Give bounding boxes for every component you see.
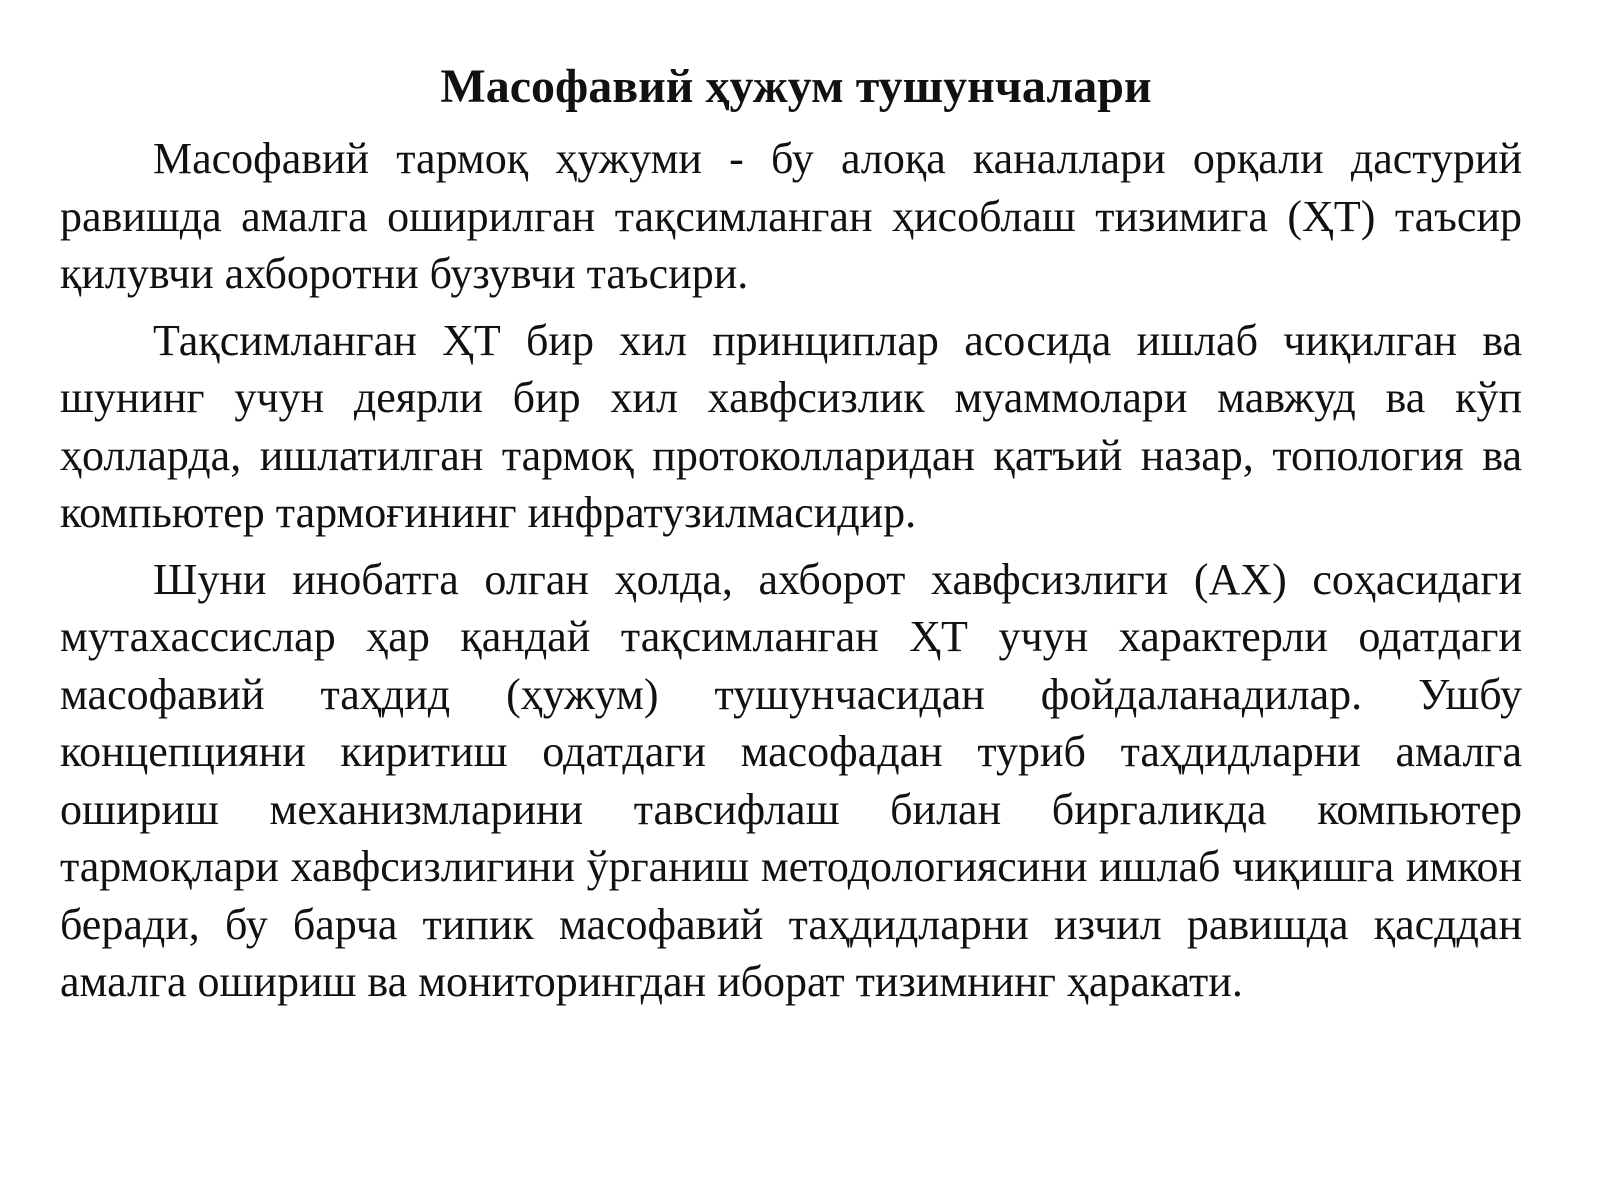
page-title: Масофавий ҳужум тушунчалари [440,60,1152,113]
paragraph-remote-threat-concept: Шуни инобатга олган ҳолда, ахборот хавфсизлиги (АХ) соҳасидаги мутахассислар ҳар қандай тақсимланган ҲТ учун характерли одатдаги масофавий таҳдид (ҳужум) тушунчасидан фойдаланадилар. Ушбу концепцияни киритиш одатдаги масофадан туриб таҳдидларни амалга ошириш механизмларини тавсифлаш билан биргаликда компьютер тармоқлари хавфсизлигини ўрганиш методологиясини ишлаб чиқишга имкон беради, бу барча типик масофавий таҳдидларни изчил равишда қасддан амалга ошириш ва мониторингдан иборат тизимнинг ҳаракати. [60,554,1522,1006]
paragraph-definition: Масофавий тармоқ ҳужуми - бу алоқа каналлари орқали дастурий равишда амалга оширилган тақсимланган ҳисоблаш тизимига (ҲТ) таъсир қилувчи ахборотни бузувчи таъсири. [60,134,1522,298]
paragraph-distributed-systems: Тақсимланган ҲТ бир хил принциплар асосида ишлаб чиқилган ва шунинг учун деярли бир хил хавфсизлик муаммолари мавжуд ва кўп ҳолларда, ишлатилган тармоқ протоколларидан қатъий назар, топология ва компьютер тармоғининг инфратузилмасидир. [60,315,1522,537]
document-page [60,52,1522,1020]
